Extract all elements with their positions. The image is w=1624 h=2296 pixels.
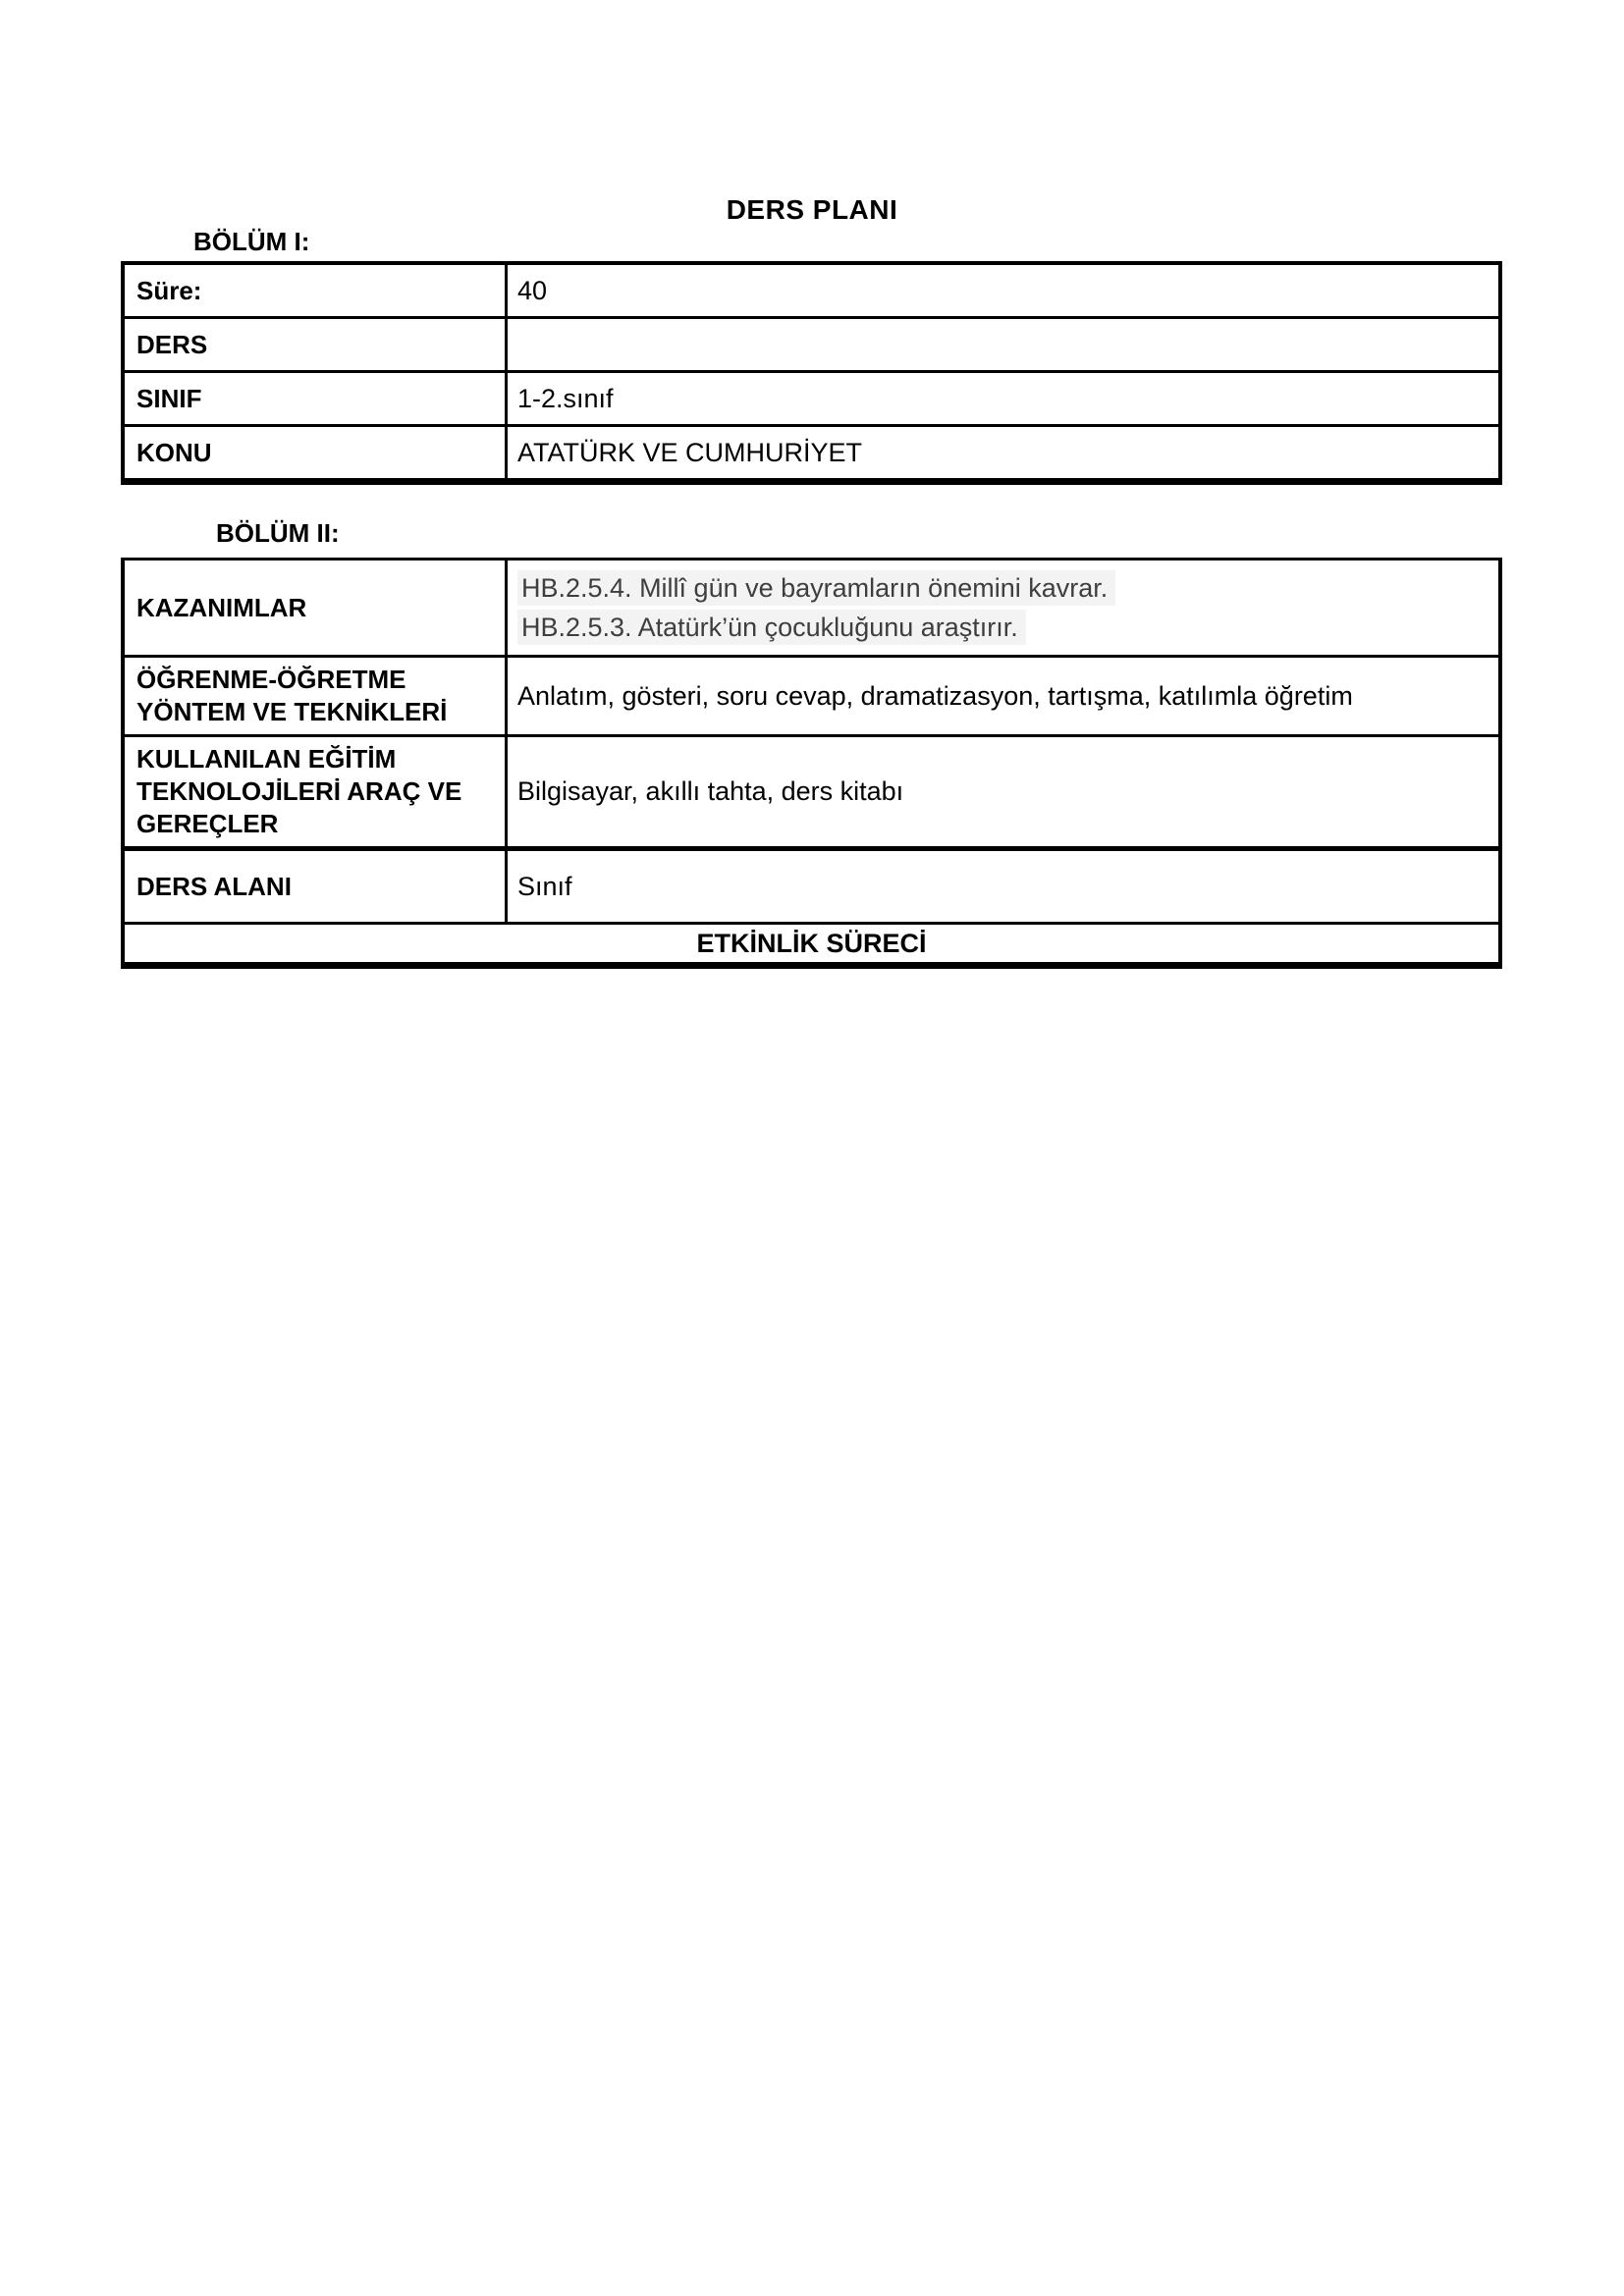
row-label-ders-alani: DERS ALANI bbox=[125, 851, 508, 922]
section-2-table bbox=[121, 558, 1502, 969]
highlighted-lines bbox=[517, 566, 1115, 649]
row-value-sure: 40 bbox=[517, 275, 548, 305]
row-label-konu: KONU bbox=[125, 427, 508, 478]
row-value-kazanimlar bbox=[508, 561, 1498, 655]
row-value-teknolojiler: Bilgisayar, akıllı tahta, ders kitabı bbox=[517, 776, 904, 806]
table-row bbox=[125, 655, 1498, 734]
table-row bbox=[125, 561, 1498, 655]
table-row bbox=[125, 316, 1498, 370]
etkinlik-sureci-header: ETKİNLİK SÜRECİ bbox=[125, 922, 1498, 962]
table-row bbox=[125, 424, 1498, 478]
kazanim-line-2: HB.2.5.3. Atatürk’ün çocukluğunu araştırır. bbox=[517, 610, 1026, 645]
page-title: DERS PLANI bbox=[726, 194, 898, 225]
row-label-sure: Süre: bbox=[125, 265, 508, 316]
kazanim-line-1: HB.2.5.4. Millî gün ve bayramların önemini kavrar. bbox=[517, 570, 1115, 606]
row-label-kazanimlar: KAZANIMLAR bbox=[125, 561, 508, 655]
row-label-sinif: SINIF bbox=[125, 373, 508, 424]
section-1-label: BÖLÜM I: bbox=[193, 227, 310, 256]
table-row bbox=[125, 846, 1498, 922]
row-label-ders: DERS bbox=[125, 319, 508, 370]
row-value-sinif: 1-2.sınıf bbox=[517, 383, 614, 413]
section-1-table bbox=[121, 261, 1502, 485]
row-value-yontem-teknikleri: Anlatım, gösteri, soru cevap, dramatizasyon, tartışma, katılımla öğretim bbox=[517, 680, 1353, 711]
row-value-ders bbox=[508, 319, 1498, 370]
row-value-konu: ATATÜRK VE CUMHURİYET bbox=[517, 437, 863, 467]
row-label-teknolojiler: KULLANILAN EĞİTİM TEKNOLOJİLERİ ARAÇ VE GEREÇLER bbox=[125, 737, 508, 846]
row-label-yontem-teknikleri: ÖĞRENME-ÖĞRETME YÖNTEM VE TEKNİKLERİ bbox=[125, 658, 508, 734]
section-2-label: BÖLÜM II: bbox=[216, 518, 340, 548]
table-row bbox=[125, 265, 1498, 316]
table-row bbox=[125, 734, 1498, 846]
row-value-ders-alani: Sınıf bbox=[517, 871, 572, 901]
table-row bbox=[125, 370, 1498, 424]
